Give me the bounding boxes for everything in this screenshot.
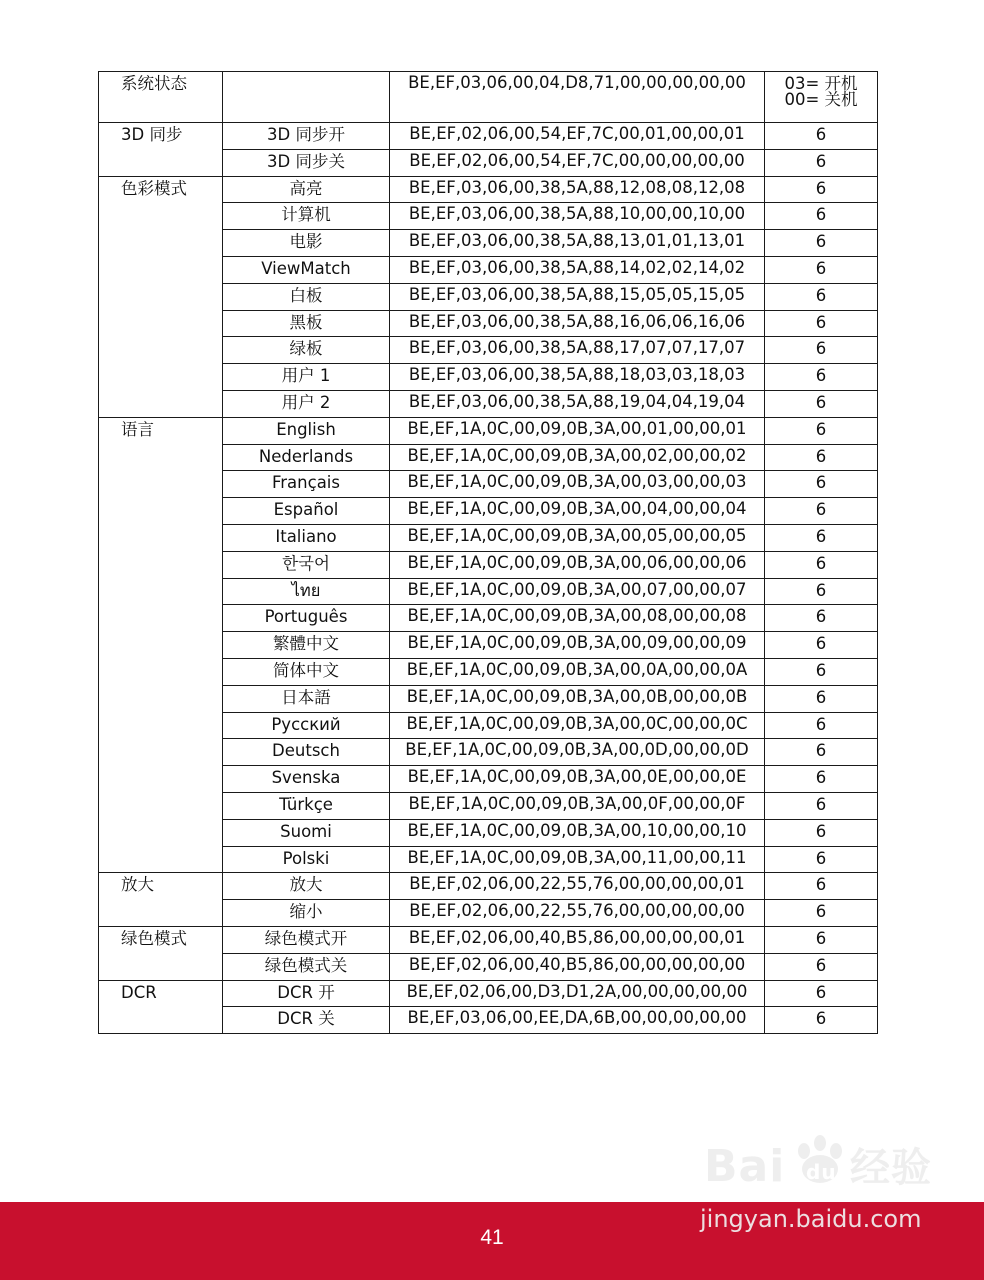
command-cell: BE,EF,03,06,00,38,5A,88,14,02,02,14,02 [390,256,765,283]
command-cell: BE,EF,03,06,00,38,5A,88,13,01,01,13,01 [390,230,765,257]
svg-text:du: du [806,1160,837,1184]
svg-text:Bai: Bai [704,1141,786,1192]
response-cell: 6 [765,632,878,659]
response-cell: 6 [765,203,878,230]
table-row [99,72,878,123]
response-cell: 6 [765,417,878,444]
svg-text:经验: 经验 [850,1145,932,1191]
option-cell: Suomi [223,819,390,846]
function-cell: 语言 [99,417,223,873]
response-cell: 6 [765,310,878,337]
command-cell: BE,EF,02,06,00,54,EF,7C,00,00,00,00,00 [390,149,765,176]
option-cell: 绿色模式关 [223,953,390,980]
option-cell: 用户 2 [223,390,390,417]
response-cell: 6 [765,230,878,257]
response-cell: 6 [765,766,878,793]
command-cell: BE,EF,1A,0C,00,09,0B,3A,00,01,00,00,01 [390,417,765,444]
command-cell: BE,EF,1A,0C,00,09,0B,3A,00,0C,00,00,0C [390,712,765,739]
response-cell: 6 [765,605,878,632]
option-cell: 放大 [223,873,390,900]
response-cell: 6 [765,551,878,578]
command-cell: BE,EF,02,06,00,D3,D1,2A,00,00,00,00,00 [390,980,765,1007]
response-cell: 6 [765,1007,878,1034]
option-cell: 缩小 [223,900,390,927]
function-cell: 放大 [99,873,223,927]
option-cell: 绿板 [223,337,390,364]
command-cell: BE,EF,03,06,00,38,5A,88,18,03,03,18,03 [390,364,765,391]
command-cell: BE,EF,1A,0C,00,09,0B,3A,00,0F,00,00,0F [390,792,765,819]
command-cell: BE,EF,1A,0C,00,09,0B,3A,00,10,00,00,10 [390,819,765,846]
table-row [99,176,878,203]
command-cell: BE,EF,03,06,00,38,5A,88,12,08,08,12,08 [390,176,765,203]
option-cell: Türkçe [223,792,390,819]
function-cell: 系统状态 [99,72,223,123]
command-cell: BE,EF,1A,0C,00,09,0B,3A,00,09,00,00,09 [390,632,765,659]
function-cell: 绿色模式 [99,926,223,980]
command-cell: BE,EF,1A,0C,00,09,0B,3A,00,04,00,00,04 [390,498,765,525]
option-cell: 电影 [223,230,390,257]
watermark-url: jingyan.baidu.com [700,1205,922,1233]
command-cell: BE,EF,1A,0C,00,09,0B,3A,00,0D,00,00,0D [390,739,765,766]
response-line-off: 00= 关机 [784,90,858,109]
command-cell: BE,EF,02,06,00,22,55,76,00,00,00,00,00 [390,900,765,927]
response-cell: 6 [765,471,878,498]
option-cell: ไทย [223,578,390,605]
option-cell: 简体中文 [223,658,390,685]
response-cell: 6 [765,390,878,417]
command-cell: BE,EF,1A,0C,00,09,0B,3A,00,05,00,00,05 [390,524,765,551]
option-cell: 计算机 [223,203,390,230]
command-table [98,71,878,1034]
command-cell: BE,EF,03,06,00,38,5A,88,10,00,00,10,00 [390,203,765,230]
table-row [99,926,878,953]
option-cell: Svenska [223,766,390,793]
response-cell: 6 [765,123,878,150]
response-cell: 6 [765,578,878,605]
option-cell [223,72,390,123]
response-cell: 6 [765,926,878,953]
command-cell: BE,EF,03,06,00,EE,DA,6B,00,00,00,00,00 [390,1007,765,1034]
response-cell: 6 [765,658,878,685]
response-cell: 6 [765,873,878,900]
table-row [99,123,878,150]
response-cell: 6 [765,900,878,927]
command-cell: BE,EF,02,06,00,54,EF,7C,00,01,00,00,01 [390,123,765,150]
table-row [99,873,878,900]
response-cell: 6 [765,846,878,873]
option-cell: Français [223,471,390,498]
command-cell: BE,EF,02,06,00,40,B5,86,00,00,00,00,00 [390,953,765,980]
response-cell: 6 [765,444,878,471]
response-cell: 6 [765,176,878,203]
command-cell: BE,EF,1A,0C,00,09,0B,3A,00,0E,00,00,0E [390,766,765,793]
option-cell: Polski [223,846,390,873]
command-cell: BE,EF,03,06,00,38,5A,88,16,06,06,16,06 [390,310,765,337]
function-cell: 色彩模式 [99,176,223,417]
command-cell: BE,EF,02,06,00,40,B5,86,00,00,00,00,01 [390,926,765,953]
table-row [99,980,878,1007]
function-cell: 3D 同步 [99,123,223,177]
response-cell: 6 [765,524,878,551]
response-cell: 6 [765,712,878,739]
command-cell: BE,EF,03,06,00,04,D8,71,00,00,00,00,00 [390,72,765,123]
command-cell: BE,EF,1A,0C,00,09,0B,3A,00,08,00,00,08 [390,605,765,632]
command-cell: BE,EF,1A,0C,00,09,0B,3A,00,0A,00,00,0A [390,658,765,685]
option-cell: 日本語 [223,685,390,712]
option-cell: 한국어 [223,551,390,578]
option-cell: Deutsch [223,739,390,766]
command-cell: BE,EF,1A,0C,00,09,0B,3A,00,07,00,00,07 [390,578,765,605]
response-cell: 6 [765,283,878,310]
command-cell: BE,EF,02,06,00,22,55,76,00,00,00,00,01 [390,873,765,900]
option-cell: 白板 [223,283,390,310]
option-cell: English [223,417,390,444]
response-cell: 6 [765,685,878,712]
response-cell [765,72,878,123]
option-cell: Italiano [223,524,390,551]
response-cell: 6 [765,256,878,283]
option-cell: DCR 关 [223,1007,390,1034]
response-cell: 6 [765,149,878,176]
option-cell: 高亮 [223,176,390,203]
page-number: 41 [480,1226,504,1249]
command-cell: BE,EF,03,06,00,38,5A,88,15,05,05,15,05 [390,283,765,310]
command-cell: BE,EF,03,06,00,38,5A,88,19,04,04,19,04 [390,390,765,417]
option-cell: 繁體中文 [223,632,390,659]
command-cell: BE,EF,1A,0C,00,09,0B,3A,00,02,00,00,02 [390,444,765,471]
response-cell: 6 [765,819,878,846]
response-cell: 6 [765,364,878,391]
response-cell: 6 [765,980,878,1007]
option-cell: 3D 同步开 [223,123,390,150]
option-cell: 绿色模式开 [223,926,390,953]
option-cell: DCR 开 [223,980,390,1007]
response-line-on: 03= 开机 [784,74,858,93]
option-cell: ViewMatch [223,256,390,283]
command-cell: BE,EF,1A,0C,00,09,0B,3A,00,03,00,00,03 [390,471,765,498]
response-cell: 6 [765,337,878,364]
option-cell: 3D 同步关 [223,149,390,176]
option-cell: Português [223,605,390,632]
option-cell: Nederlands [223,444,390,471]
option-cell: 用户 1 [223,364,390,391]
response-cell: 6 [765,953,878,980]
option-cell: Русский [223,712,390,739]
response-cell: 6 [765,739,878,766]
response-cell: 6 [765,498,878,525]
function-cell: DCR [99,980,223,1034]
option-cell: Español [223,498,390,525]
command-cell: BE,EF,1A,0C,00,09,0B,3A,00,0B,00,00,0B [390,685,765,712]
command-cell: BE,EF,03,06,00,38,5A,88,17,07,07,17,07 [390,337,765,364]
baidu-logo-icon [704,1135,964,1195]
table-row [99,417,878,444]
option-cell: 黑板 [223,310,390,337]
command-cell: BE,EF,1A,0C,00,09,0B,3A,00,06,00,00,06 [390,551,765,578]
command-cell: BE,EF,1A,0C,00,09,0B,3A,00,11,00,00,11 [390,846,765,873]
response-cell: 6 [765,792,878,819]
watermark-logo [704,1135,964,1206]
